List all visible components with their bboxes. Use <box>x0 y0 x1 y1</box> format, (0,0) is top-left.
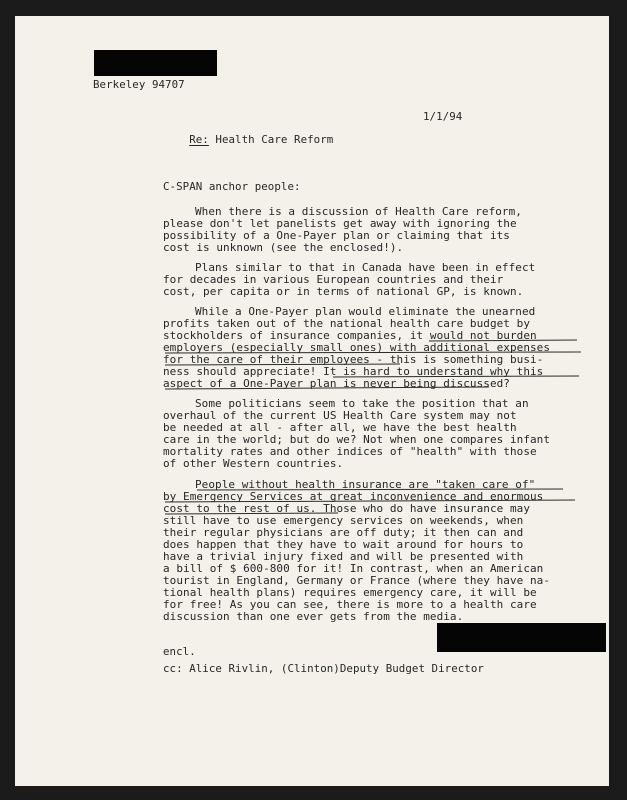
text-line: profits taken out of the national health care budget by <box>163 317 530 330</box>
text-line: of other Western countries. <box>163 457 344 470</box>
text-line: While a One-Payer plan would eliminate the unearned <box>195 305 536 318</box>
text-line: care in the world; but do we? Not when one compares infant <box>163 433 551 446</box>
text-line: cost is unknown (see the enclosed!). <box>163 241 404 254</box>
redacted-signature <box>437 623 606 652</box>
sender-address-line: Berkeley 94707 <box>93 78 185 91</box>
text-line: cost to the rest of us. Those who do have insurance may <box>163 502 530 515</box>
text-line: for free! As you can see, there is more to a health care <box>163 598 537 611</box>
text-line: discussion than one ever gets from the media. <box>163 610 464 623</box>
text-line: for decades in various European countries and their <box>163 273 504 286</box>
text-line: ness should appreciate! It is hard to understand why this <box>163 365 544 378</box>
letter-date: 1/1/94 <box>423 110 463 123</box>
text-line: possibility of a One-Payer plan or claiming that its <box>163 229 510 242</box>
underline-mark <box>197 489 563 490</box>
underline-mark <box>333 376 579 377</box>
text-line: tourist in England, Germany or France (where they have na- <box>163 574 551 587</box>
text-line: be needed at all - after all, we have the best health <box>163 421 517 434</box>
cc-line: cc: Alice Rivlin, (Clinton)Deputy Budget Director <box>163 662 484 675</box>
text-line: by Emergency Services at great inconvenience and enormous <box>163 490 544 503</box>
subject-text: Health Care Reform <box>208 133 334 146</box>
text-line: employers (especially small ones) with additional expenses <box>163 341 551 354</box>
underline-mark <box>165 500 575 502</box>
underline-mark <box>165 364 400 365</box>
text-line: aspect of a One-Payer plan is never being discussed? <box>163 377 510 390</box>
text-line: stockholders of insurance companies, it would not burden <box>163 329 537 342</box>
text-line: tional health plans) requires emergency care, it will be <box>163 586 537 599</box>
text-line: still have to use emergency services on weekends, when <box>163 514 524 527</box>
underline-mark <box>429 340 577 341</box>
enclosure-note: encl. <box>163 645 196 658</box>
underline-mark <box>165 513 338 514</box>
text-line: Plans similar to that in Canada have been in effect <box>195 261 536 274</box>
text-line: have a trivial injury fixed and will be presented with <box>163 550 524 563</box>
subject-label: Re: <box>189 133 209 146</box>
underline-mark <box>165 387 489 389</box>
underline-mark <box>165 352 581 353</box>
text-line: When there is a discussion of Health Care reform, <box>195 205 522 218</box>
text-line: People without health insurance are "taken care of" <box>195 478 536 491</box>
letter-page <box>15 16 609 786</box>
text-line: please don't let panelists get away with ignoring the <box>163 217 517 230</box>
text-line: for the care of their employees - this is something busi- <box>163 353 544 366</box>
text-line: mortality rates and other indices of "health" with those <box>163 445 537 458</box>
salutation: C-SPAN anchor people: <box>163 180 301 193</box>
text-line: cost, per capita or in terms of national GP, is known. <box>163 285 524 298</box>
text-line: their regular physicians are off duty; it then can and <box>163 526 524 539</box>
text-line: overhaul of the current US Health Care system may not <box>163 409 517 422</box>
text-line: Some politicians seem to take the position that an <box>195 397 529 410</box>
text-line: a bill of $ 600-800 for it! In contrast, when an American <box>163 562 544 575</box>
text-line: does happen that they have to wait around for hours to <box>163 538 524 551</box>
